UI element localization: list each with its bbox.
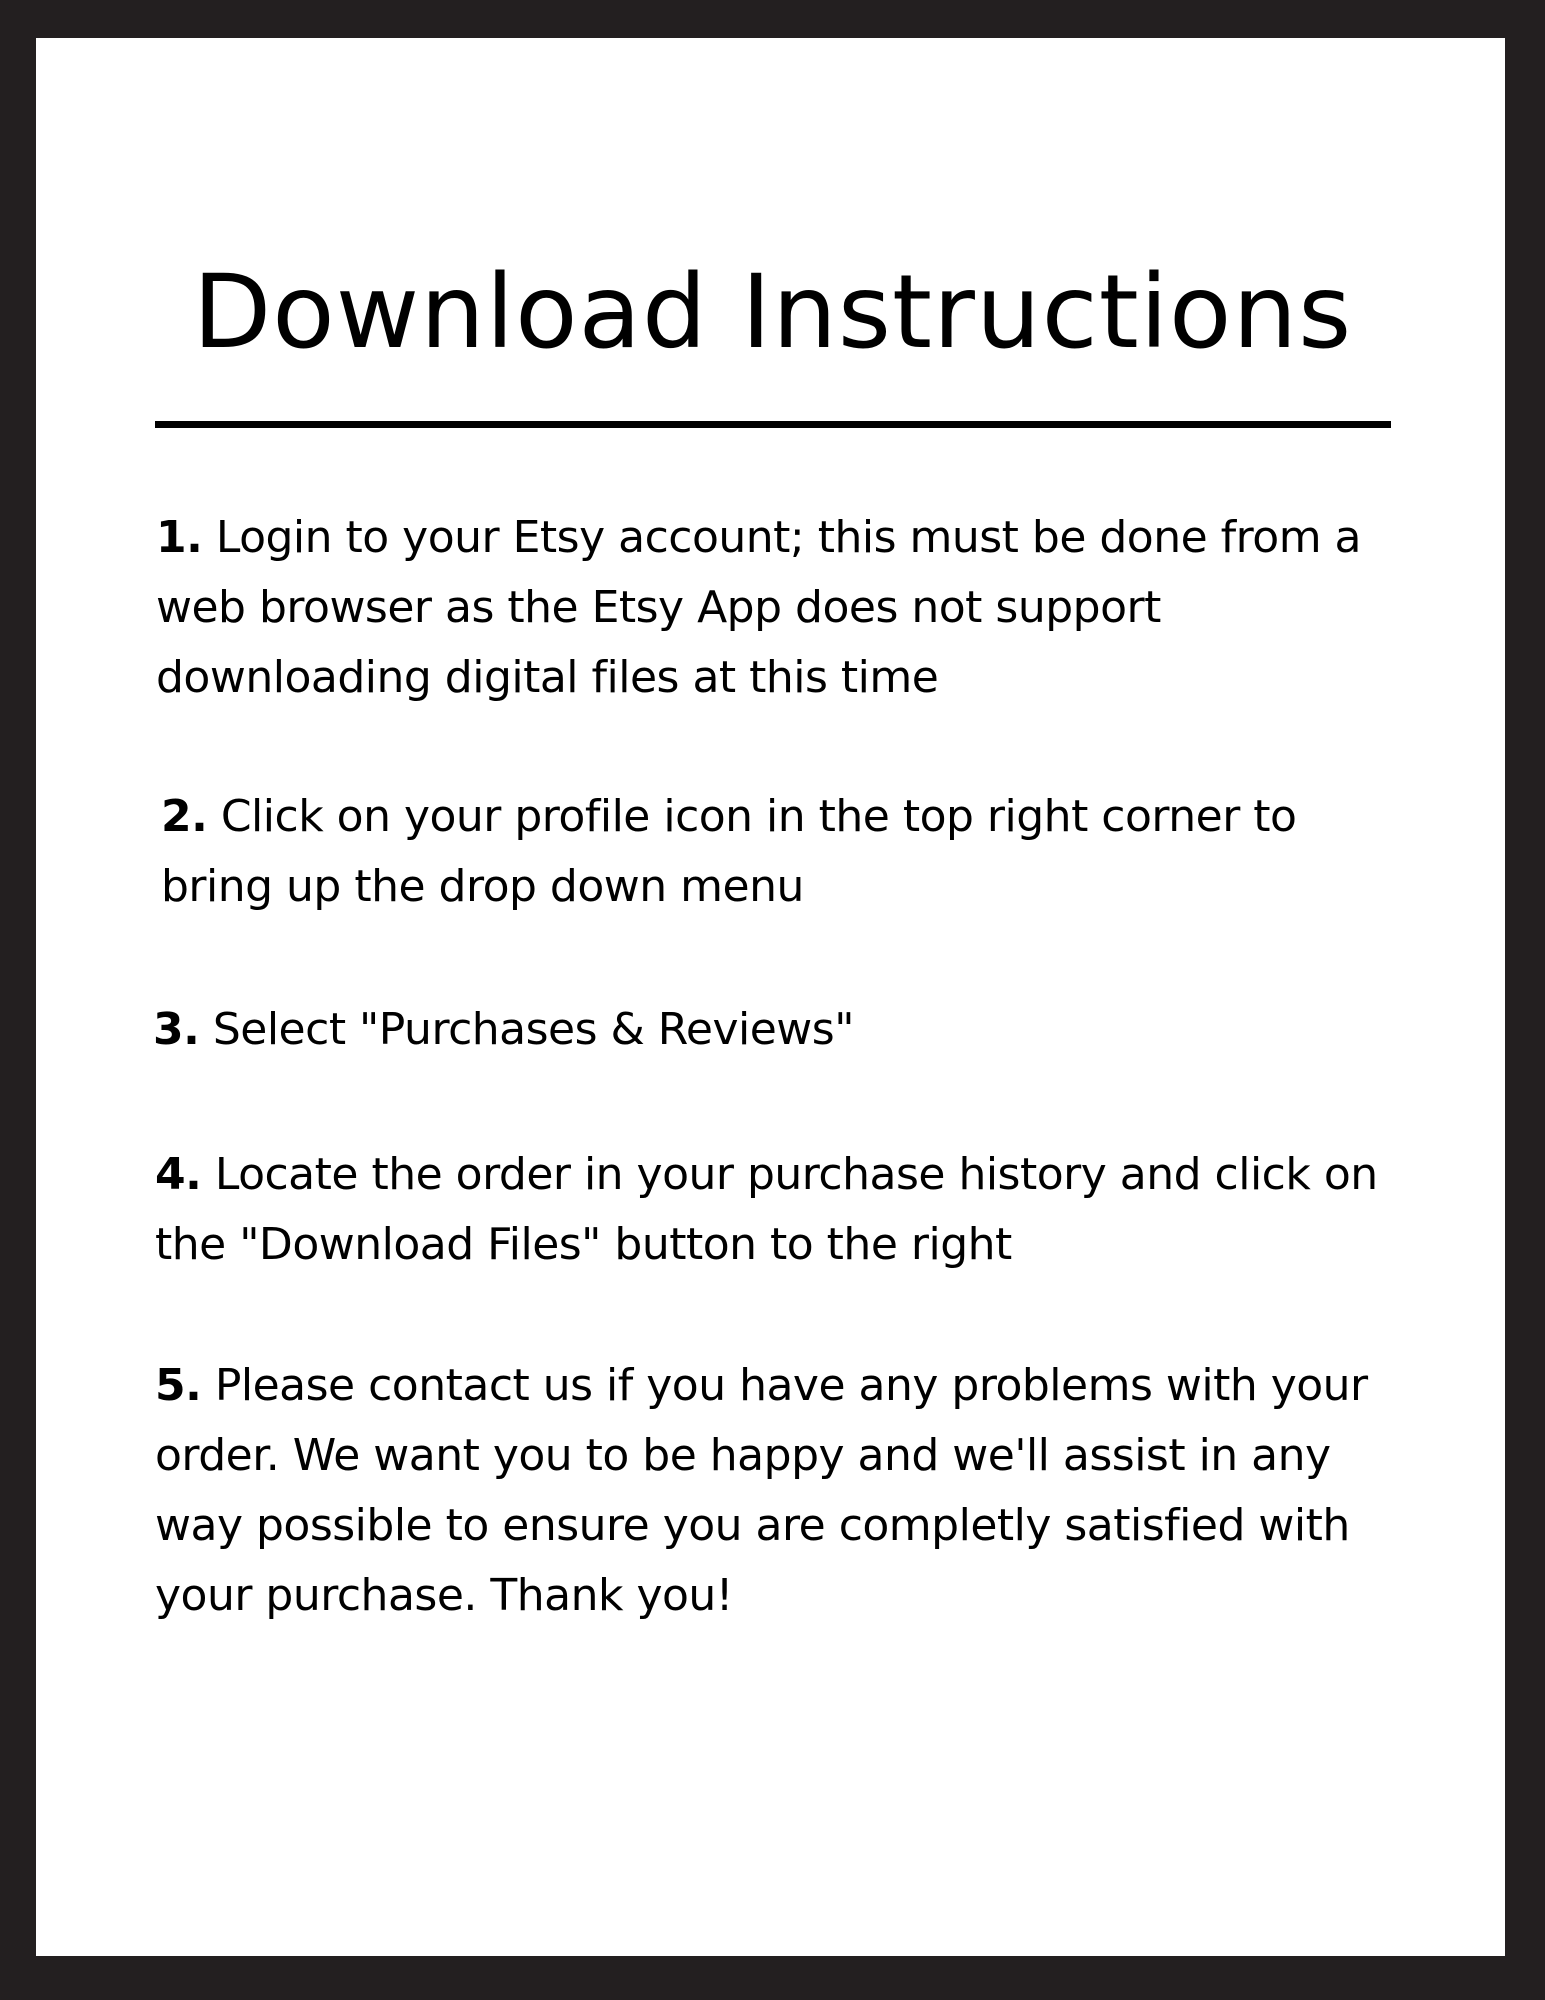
step-4 (155, 1140, 1395, 1280)
step-number: 1. (156, 512, 203, 563)
step-number: 3. (153, 1004, 200, 1055)
step-number: 2. (161, 791, 208, 842)
step-text: Login to your Etsy account; this must be done from a web browser as the Etsy App does not support downloading digital files at this time (156, 512, 1362, 703)
step-5 (155, 1351, 1395, 1631)
step-1 (156, 503, 1396, 713)
step-number: 5. (155, 1360, 202, 1411)
step-2 (161, 782, 1401, 922)
page-title: Download Instructions (192, 253, 1353, 372)
step-number: 4. (155, 1149, 202, 1200)
step-text: Click on your profile icon in the top right corner to bring up the drop down menu (161, 791, 1297, 912)
step-text: Please contact us if you have any problems with your order. We want you to be happy and we'll assist in any way possible to ensure you are completly satisfied with your purchase. Thank you! (155, 1360, 1368, 1621)
step-text: Select "Purchases & Reviews" (199, 1004, 854, 1055)
title-underline (155, 421, 1391, 428)
step-text: Locate the order in your purchase history and click on the "Download Files" button to the right (155, 1149, 1378, 1270)
step-3 (153, 995, 1393, 1065)
